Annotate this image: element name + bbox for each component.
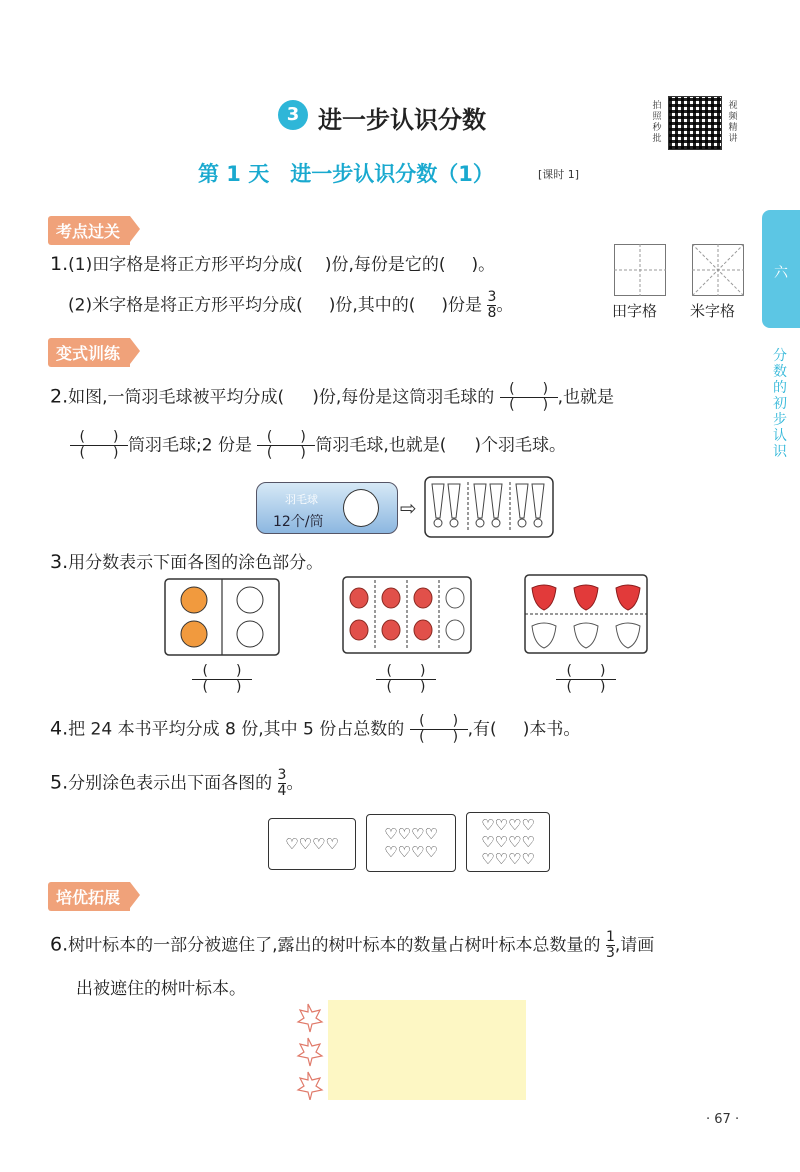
chapter-side-title: 分 数 的 初 步 认 识: [773, 348, 787, 460]
q3-answer-3[interactable]: $\frac{( )}{( )}$: [556, 660, 616, 695]
strawberry-panel: [524, 574, 648, 654]
tube-brand: 羽毛球: [285, 493, 318, 506]
unit-number-badge: 3: [278, 100, 308, 130]
heart-icons: ♡♡♡♡: [481, 815, 535, 834]
q6-line2: 出被遮住的树叶标本。: [76, 979, 246, 999]
q3-answer-1[interactable]: $\frac{( )}{( )}$: [192, 660, 252, 695]
q3-answer-2[interactable]: $\frac{( )}{( )}$: [376, 660, 436, 695]
q4-number: 4.: [50, 717, 69, 740]
q6-line1: 6.树叶标本的一部分被遮住了,露出的树叶标本的数量占树叶标本总数量的 $\frac{1}{3}$ ,请画: [50, 929, 655, 961]
hearts-box-8[interactable]: [366, 814, 456, 872]
q2-line2: $\frac{( )}{( )}$ 筒羽毛球;2 份是 $\frac{( )}{( )}$ 筒羽毛球,也就是( )个羽毛球。: [70, 430, 566, 461]
q3-number: 3.: [50, 551, 69, 573]
unit-title: 进一步认识分数: [318, 106, 486, 134]
q2-number: 2.: [50, 385, 69, 408]
section-label-kaodian: 考点过关: [48, 216, 130, 245]
shuttlecocks-group: [424, 476, 554, 538]
q2-blank-fraction-3[interactable]: $\frac{( )}{( )}$: [257, 430, 315, 461]
q5-number: 5.: [50, 771, 69, 794]
day-title: 第 1 天 进一步认识分数（1）: [198, 162, 494, 186]
hearts-box-4[interactable]: [268, 818, 356, 870]
heart-icons: ♡♡♡♡: [481, 832, 535, 851]
q3-line: 3.用分数表示下面各图的涂色部分。: [50, 551, 324, 573]
q4-blank-fraction[interactable]: $\frac{( )}{( )}$: [410, 714, 468, 745]
tianzige-label: 田字格: [612, 302, 658, 320]
qr-right-caption: 视 频 精 讲: [728, 101, 738, 144]
shuttlecock-tube: [256, 482, 398, 534]
tianzige-grid: [614, 244, 666, 296]
qr-block: [652, 96, 738, 150]
q4-line: 4.把 24 本书平均分成 8 份,其中 5 份占总数的 $\frac{( )}{( )}$ ,有( )本书。: [50, 713, 581, 745]
qr-code[interactable]: [668, 96, 722, 150]
orange-panel: [164, 578, 280, 656]
q6-fraction: $\frac{1}{3}$: [605, 929, 615, 961]
lesson-tag: [课时 1]: [538, 168, 580, 181]
q1-fraction: $\frac{3}{8}$: [487, 289, 497, 321]
cover-sticky-note[interactable]: [328, 1000, 526, 1100]
tube-label: 12个/筒: [273, 514, 324, 530]
heart-icons: ♡♡♡♡: [384, 843, 438, 861]
q2-blank-fraction-2[interactable]: $\frac{( )}{( )}$: [70, 430, 128, 461]
chapter-tab-label: 六: [774, 265, 788, 281]
heart-icons: ♡♡♡♡: [384, 825, 438, 843]
qr-left-caption: 拍 照 秒 批: [652, 101, 662, 144]
hearts-box-12[interactable]: [466, 812, 550, 872]
maple-leaf-icons: [290, 1000, 326, 1100]
mizige-grid: [692, 244, 744, 296]
q1-number: 1.: [50, 253, 69, 275]
section-label-peiyou: 培优拓展: [48, 882, 130, 911]
heart-icons: ♡♡♡♡: [285, 835, 339, 853]
q1-line2: (2)米字格是将正方形平均分成( )份,其中的( )份是 $\frac{3}{8}$ 。: [68, 289, 514, 321]
section-label-bianshi: 变式训练: [48, 338, 130, 367]
mizige-label: 米字格: [690, 302, 736, 320]
shuttlecock-icon: [343, 489, 379, 527]
q2-blank-fraction-1[interactable]: $\frac{( )}{( )}$: [500, 382, 558, 413]
arrow-icon: ⇨: [400, 496, 417, 520]
q6-number: 6.: [50, 933, 69, 956]
crayfish-panel: [342, 576, 472, 654]
q5-fraction: $\frac{3}{4}$: [277, 767, 287, 799]
page-number: · 67 ·: [706, 1112, 740, 1127]
q1-line1: 1.(1)田字格是将正方形平均分成( )份,每份是它的( )。: [50, 253, 496, 275]
chapter-tab[interactable]: [762, 210, 800, 328]
q2-line1: 2.如图,一筒羽毛球被平均分成( )份,每份是这筒羽毛球的 $\frac{( )}{( )}$ ,也就是: [50, 381, 615, 413]
heart-icons: ♡♡♡♡: [481, 849, 535, 868]
q5-line: 5.分别涂色表示出下面各图的 $\frac{3}{4}$ 。: [50, 767, 304, 799]
